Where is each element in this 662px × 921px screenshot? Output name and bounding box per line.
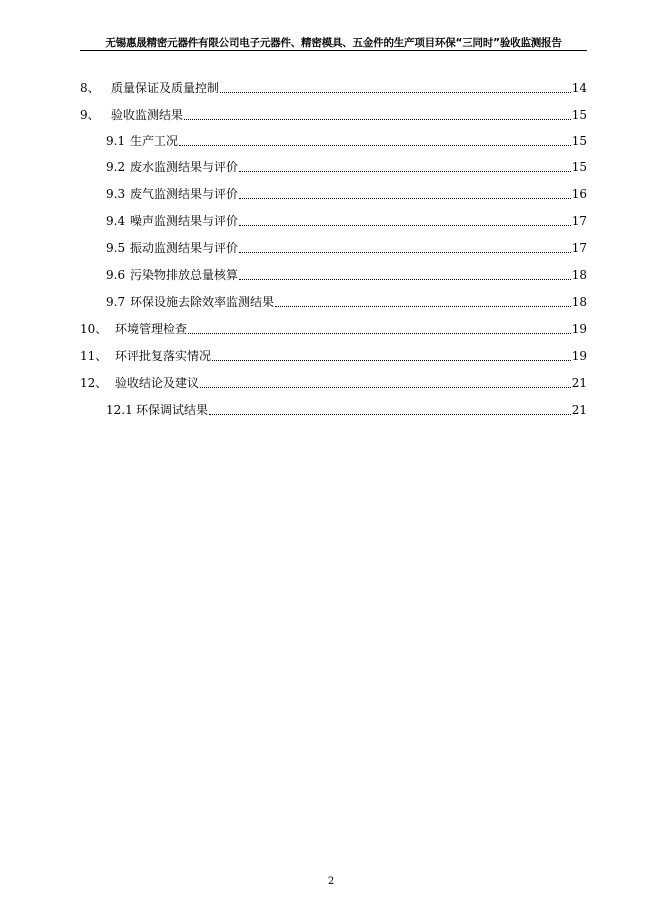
toc-entry-page: 19 xyxy=(571,322,587,336)
toc-dot-leader xyxy=(239,159,571,172)
toc-entry-page: 18 xyxy=(571,295,587,309)
toc-dot-leader xyxy=(179,133,571,146)
toc-entry-number: 12.1 xyxy=(106,403,133,417)
toc-dot-leader xyxy=(220,80,571,93)
toc-entry-12-1[interactable] xyxy=(106,403,587,417)
toc-entry-12[interactable] xyxy=(80,376,587,390)
running-header: 无锡惠晟精密元器件有限公司电子元器件、精密模具、五金件的生产项目环保“三同时”验收监测报告 xyxy=(105,37,562,49)
toc-entry-title: 生产工况 xyxy=(130,134,179,148)
toc-entry-title: 环境管理检查 xyxy=(115,322,188,336)
toc-entry-8[interactable] xyxy=(80,81,587,95)
toc-entry-title: 污染物排放总量核算 xyxy=(130,268,239,282)
toc-entry-page: 21 xyxy=(571,403,587,417)
toc-entry-title: 噪声监测结果与评价 xyxy=(130,214,239,228)
toc-entry-title: 环评批复落实情况 xyxy=(115,349,212,363)
toc-entry-page: 15 xyxy=(571,134,587,148)
toc-entry-9-1[interactable] xyxy=(106,134,587,148)
toc-entry-number: 9.3 xyxy=(106,187,126,201)
toc-entry-page: 21 xyxy=(571,376,587,390)
toc-dot-leader xyxy=(275,294,571,307)
toc-entry-number: 9.6 xyxy=(106,268,126,282)
toc-entry-number: 9.5 xyxy=(106,241,126,255)
toc-entry-title: 环保调试结果 xyxy=(136,403,209,417)
toc-entry-page: 15 xyxy=(571,108,587,122)
toc-entry-9-5[interactable] xyxy=(106,241,587,255)
toc-dot-leader xyxy=(209,402,571,415)
toc-entry-title: 环保设施去除效率监测结果 xyxy=(130,295,275,309)
toc-entry-number: 9.7 xyxy=(106,295,126,309)
toc-entry-10[interactable] xyxy=(80,322,587,336)
toc-entry-number: 9.4 xyxy=(106,214,126,228)
toc-entry-9-6[interactable] xyxy=(106,268,587,282)
toc-dot-leader xyxy=(184,107,571,120)
toc-entry-title: 质量保证及质量控制 xyxy=(111,81,220,95)
toc-entry-page: 16 xyxy=(571,187,587,201)
page-number: 2 xyxy=(327,876,335,887)
toc-dot-leader xyxy=(239,213,571,226)
toc-entry-number: 11、 xyxy=(80,349,108,363)
toc-entry-page: 17 xyxy=(571,241,587,255)
toc-dot-leader xyxy=(212,348,571,361)
toc-dot-leader xyxy=(188,321,571,334)
toc-entry-9-4[interactable] xyxy=(106,214,587,228)
toc-entry-page: 17 xyxy=(571,214,587,228)
toc-entry-number: 8、 xyxy=(80,81,100,95)
toc-entry-page: 14 xyxy=(571,81,587,95)
toc-dot-leader xyxy=(239,240,571,253)
toc-entry-number: 9、 xyxy=(80,108,100,122)
toc-entry-number: 12、 xyxy=(80,376,108,390)
toc-dot-leader xyxy=(200,375,571,388)
toc-dot-leader xyxy=(239,267,571,280)
toc-entry-page: 15 xyxy=(571,160,587,174)
toc-entry-title: 振动监测结果与评价 xyxy=(130,241,239,255)
toc-entry-9[interactable] xyxy=(80,108,587,122)
toc-entry-9-2[interactable] xyxy=(106,160,587,174)
toc-entry-number: 9.1 xyxy=(106,134,126,148)
toc-entry-page: 18 xyxy=(571,268,587,282)
toc-entry-number: 9.2 xyxy=(106,160,126,174)
toc-entry-title: 废水监测结果与评价 xyxy=(130,160,239,174)
toc-entry-title: 废气监测结果与评价 xyxy=(130,187,239,201)
toc-entry-9-3[interactable] xyxy=(106,187,587,201)
toc-entry-number: 10、 xyxy=(80,322,108,336)
toc-entry-title: 验收结论及建议 xyxy=(115,376,200,390)
toc-entry-page: 19 xyxy=(571,349,587,363)
toc-entry-9-7[interactable] xyxy=(106,295,587,309)
toc-dot-leader xyxy=(239,186,571,199)
toc-entry-11[interactable] xyxy=(80,349,587,363)
toc-entry-title: 验收监测结果 xyxy=(111,108,184,122)
